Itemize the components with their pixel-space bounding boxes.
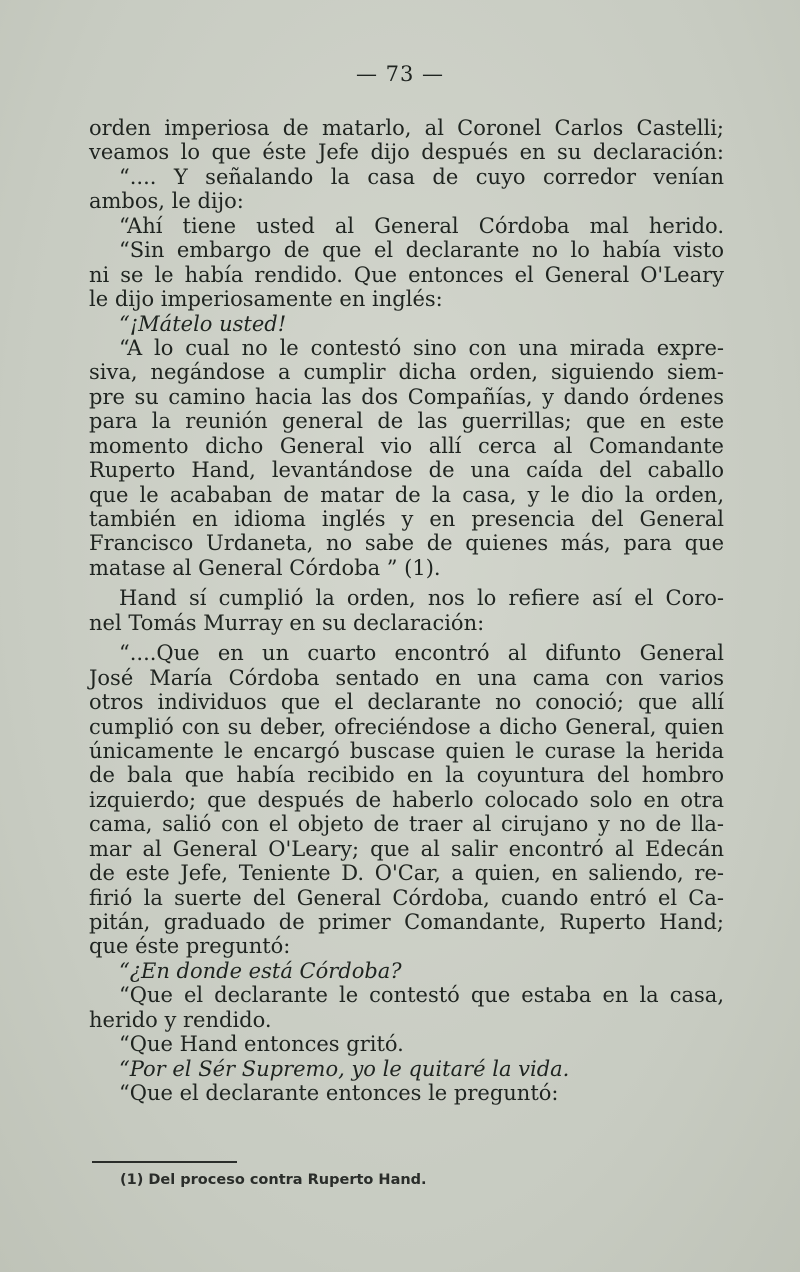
text-line: pre su camino hacia las dos Compañías, y dando órdenes xyxy=(89,384,724,409)
text-line: “Que el declarante le contestó que estaba en la casa, xyxy=(119,983,724,1008)
footnote-rule xyxy=(92,1161,237,1163)
text-line: nel Tomás Murray en su declaración: xyxy=(89,610,485,635)
text-line: izquierdo; que después de haberlo colocado solo en otra xyxy=(89,787,724,812)
text-line: Hand sí cumplió la orden, nos lo refiere así el Coro- xyxy=(119,586,724,611)
text-line: “Que Hand entonces gritó. xyxy=(119,1032,404,1057)
text-line: momento dicho General vio allí cerca al Comandante xyxy=(89,433,724,458)
text-line: cumplió con su deber, ofreciéndose a dicho General, quien xyxy=(89,714,724,739)
text-line: “Que el declarante entonces le preguntó: xyxy=(119,1081,559,1106)
text-line: “Ahí tiene usted al General Córdoba mal herido. xyxy=(119,213,724,238)
text-line: Francisco Urdaneta, no sabe de quienes más, para que xyxy=(89,531,724,556)
text-line: ambos, le dijo: xyxy=(89,189,244,214)
text-line: “¡Mátelo usted! xyxy=(119,311,287,336)
text-line: “Por el Sér Supremo, yo le quitaré la vida. xyxy=(119,1056,570,1081)
text-line: de este Jefe, Teniente D. O'Car, a quien, en saliendo, re- xyxy=(89,861,724,886)
text-line: Ruperto Hand, levantándose de una caída del caballo xyxy=(89,458,724,483)
text-line: siva, negándose a cumplir dicha orden, siguiendo siem- xyxy=(89,360,724,385)
text-line: matase al General Córdoba ” (1). xyxy=(89,555,441,580)
text-line: “.... Y señalando la casa de cuyo corredor venían xyxy=(119,164,724,189)
text-line: orden imperiosa de matarlo, al Coronel Carlos Castelli; xyxy=(89,116,724,140)
text-line: que le acababan de matar de la casa, y le dio la orden, xyxy=(89,482,724,507)
footnote: (1) Del proceso contra Ruperto Hand. xyxy=(120,1172,427,1188)
page-number: — 73 — xyxy=(355,62,445,86)
text-line: “....Que en un cuarto encontró al difunto General xyxy=(119,641,724,666)
text-line: herido y rendido. xyxy=(89,1007,272,1032)
text-line: de bala que había recibido en la coyuntura del hombro xyxy=(89,763,724,788)
text-line: firió la suerte del General Córdoba, cuando entró el Ca- xyxy=(89,885,724,910)
text-line: para la reunión general de las guerrillas; que en este xyxy=(89,409,724,434)
text-line: únicamente le encargó buscase quien le curase la herida xyxy=(89,738,724,763)
text-line: ni se le había rendido. Que entonces el General O'Leary xyxy=(89,262,724,287)
text-line: le dijo imperiosamente en inglés: xyxy=(89,287,443,312)
text-line: pitán, graduado de primer Comandante, Ruperto Hand; xyxy=(89,910,724,934)
body-text xyxy=(89,116,724,1106)
text-line: que éste preguntó: xyxy=(89,934,291,959)
text-line: José María Córdoba sentado en una cama con varios xyxy=(89,665,724,690)
text-line: mar al General O'Leary; que al salir encontró al Edecán xyxy=(89,836,724,861)
text-line: cama, salió con el objeto de traer al cirujano y no de lla- xyxy=(89,812,724,837)
text-line: también en idioma inglés y en presencia del General xyxy=(89,507,724,531)
text-line: “Sin embargo de que el declarante no lo había visto xyxy=(119,238,724,263)
text-line: veamos lo que éste Jefe dijo después en su declaración: xyxy=(89,140,724,165)
text-line: “¿En donde está Córdoba? xyxy=(119,958,402,983)
text-line: otros individuos que el declarante no conoció; que allí xyxy=(89,690,724,715)
text-line: “A lo cual no le contestó sino con una mirada expre- xyxy=(119,335,724,360)
